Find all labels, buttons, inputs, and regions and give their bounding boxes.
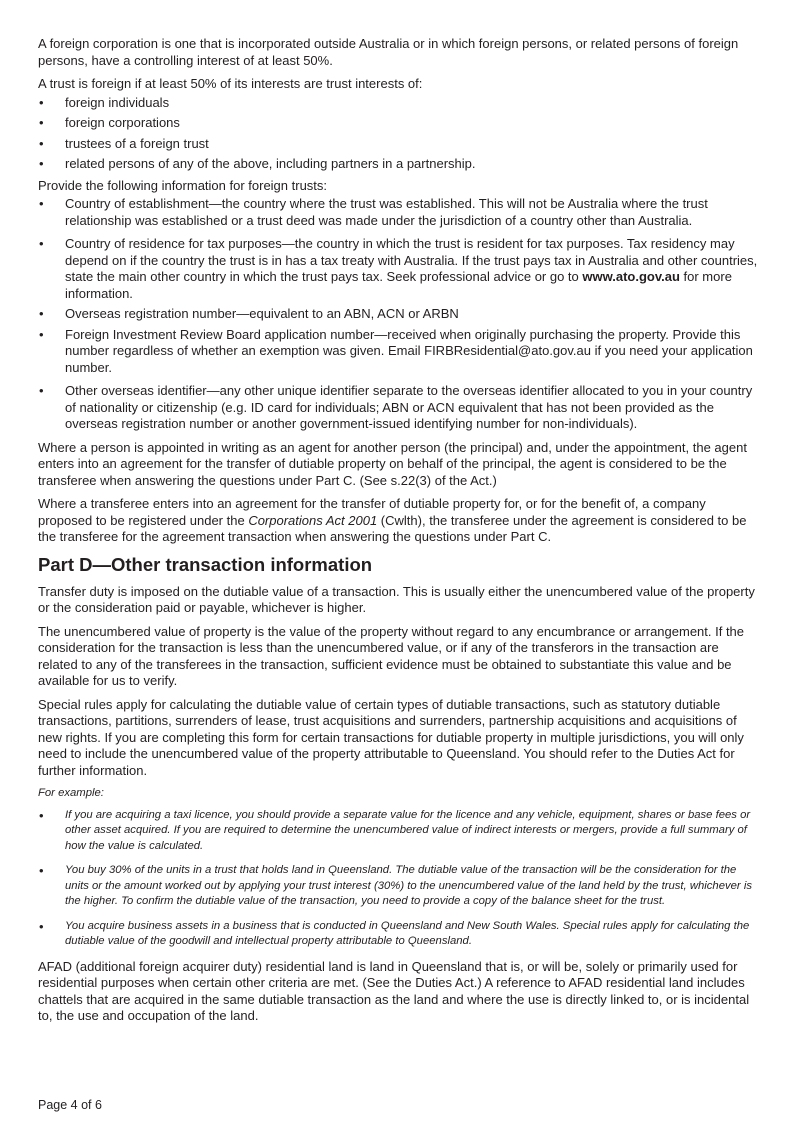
residence-text-a: Country of residence for tax purposes—the country in which the trust is resident for tax purposes. Tax residency may depend on if the country the trust is in has a tax treaty with Australia. If the trust pays tax in Australia and other countries, state the main other country in which the trust pays tax. Seek professional advice or go to: [65, 236, 758, 284]
paragraph-company: [38, 496, 762, 546]
act-title: Corporations Act 2001: [248, 512, 378, 528]
examples-list: [38, 808, 762, 950]
paragraph-afad: AFAD (additional foreign acquirer duty) residential land is land in Queensland that is, or will be, solely or primarily used for residential purposes when certain other criteria are met. (See the Duties Act.) A reference to AFAD residential land includes chattels that are acquired in the same dutiable transaction as the land and where the use is directly linked to, or is incidental to, the use and occupation of the land.: [38, 958, 750, 1023]
list-item: • foreign individuals: [38, 95, 762, 112]
example-label: For example:: [38, 787, 104, 799]
foreign-trust-info-list: [38, 196, 762, 433]
list-item: • foreign corporations: [38, 115, 762, 132]
example-item: • If you are acquiring a taxi licence, you should provide a separate value for the licence and any vehicle, equipment, shares or base fees or other asset acquired. If you are required to determine the unencumbered value of indirect interests or mergers, provide a full summary of how the value is calculated.: [38, 808, 762, 855]
company-text-b: (Cwlth), the transferee under the agreement is considered to be the transferee for the agreement transaction when answering the questions under Part C.: [38, 512, 747, 544]
list-item-residence: [38, 236, 762, 302]
trust-interest-list: [38, 95, 762, 173]
example-item: • You buy 30% of the units in a trust that holds land in Queensland. The dutiable value of the transaction will be the consideration for the units or the amount worked out by applying your trust interest (30%) to the unencumbered value of the land held by the trust, whichever is the higher. To confirm the dutiable value of the transaction, you need to provide a copy of the balance sheet for the trust.: [38, 863, 762, 910]
list-item: • related persons of any of the above, including partners in a partnership.: [38, 156, 762, 173]
page-number: Page 4 of 6: [38, 1098, 102, 1112]
list-item-registration: • Overseas registration number—equivalent to an ABN, ACN or ARBN: [38, 306, 762, 323]
list-item-establishment: • Country of establishment—the country where the trust was established. This will not be Australia where the trust relationship was established or a trust deed was made under the jurisdiction of a country other than Australia.: [38, 196, 762, 229]
example-item: • You acquire business assets in a business that is conducted in Queensland and New South Wales. Special rules apply for calculating the dutiable value of the goodwill and intellectual property attributable to Queensland.: [38, 919, 762, 950]
residence-text-b: for more information.: [65, 269, 732, 301]
company-text-a: Where a transferee enters into an agreement for the transfer of dutiable property for, or for the benefit of, a company proposed to be registered under the: [38, 496, 706, 528]
paragraph-provide-info: Provide the following information for foreign trusts:: [38, 177, 328, 193]
ato-website-link[interactable]: www.ato.gov.au: [582, 269, 680, 284]
paragraph-unencumbered-value: The unencumbered value of property is the value of the property without regard to any encumbrance or arrangement. If the consideration for the transaction is less than the unencumbered value, or if any of the transferors in the transaction are related to any of the transferees in the transaction, sufficient evidence must be obtained to substantiate this value and be available for us to verify.: [38, 623, 745, 688]
page-content: [38, 36, 762, 1032]
paragraph-special-rules: Special rules apply for calculating the dutiable value of certain types of dutiable transactions, such as statutory dutiable transactions, partitions, surrenders of lease, trust acquisitions and surrenders, partnership acquisitions and acquisitions of new rights. If you are completing this form for certain transactions for dutiable property in multiple jurisdictions, you will only need to include the unencumbered value of the property attributable to Queensland. You should refer to the Duties Act for further information.: [38, 696, 744, 778]
paragraph-trust-intro: A trust is foreign if at least 50% of its interests are trust interests of:: [38, 76, 423, 91]
list-item: • trustees of a foreign trust: [38, 136, 762, 153]
paragraph-agent: Where a person is appointed in writing as an agent for another person (the principal) and, under the appointment, the agent enters into an agreement for the transfer of dutiable property on behalf of the principal, the agent is considered to be the transferee when answering the questions under Part C. (See s.22(3) of the Act.): [38, 439, 747, 488]
paragraph-foreign-corporation: A foreign corporation is one that is incorporated outside Australia or in which foreign persons, or related persons of foreign persons, have a controlling interest of at least 50%.: [38, 36, 739, 68]
list-item-other-identifier: • Other overseas identifier—any other unique identifier separate to the overseas identifier allocated to you in your country of nationality or citizenship (e.g. ID card for individuals; ABN or ACN equivalent that has not been provided as the overseas registration number or another government-issued identifying number for non-individuals).: [38, 383, 762, 433]
section-heading-part-d: Part D—Other transaction information: [38, 553, 373, 575]
paragraph-transfer-duty: Transfer duty is imposed on the dutiable value of a transaction. This is usually either the unencumbered value of the property or the consideration paid or payable, whichever is higher.: [38, 583, 755, 615]
list-item-firb: • Foreign Investment Review Board application number—received when originally purchasing the property. Provide this number regardless of whether an exemption was given. Email FIRBResidential@ato.gov.au if you need your application number.: [38, 327, 762, 377]
